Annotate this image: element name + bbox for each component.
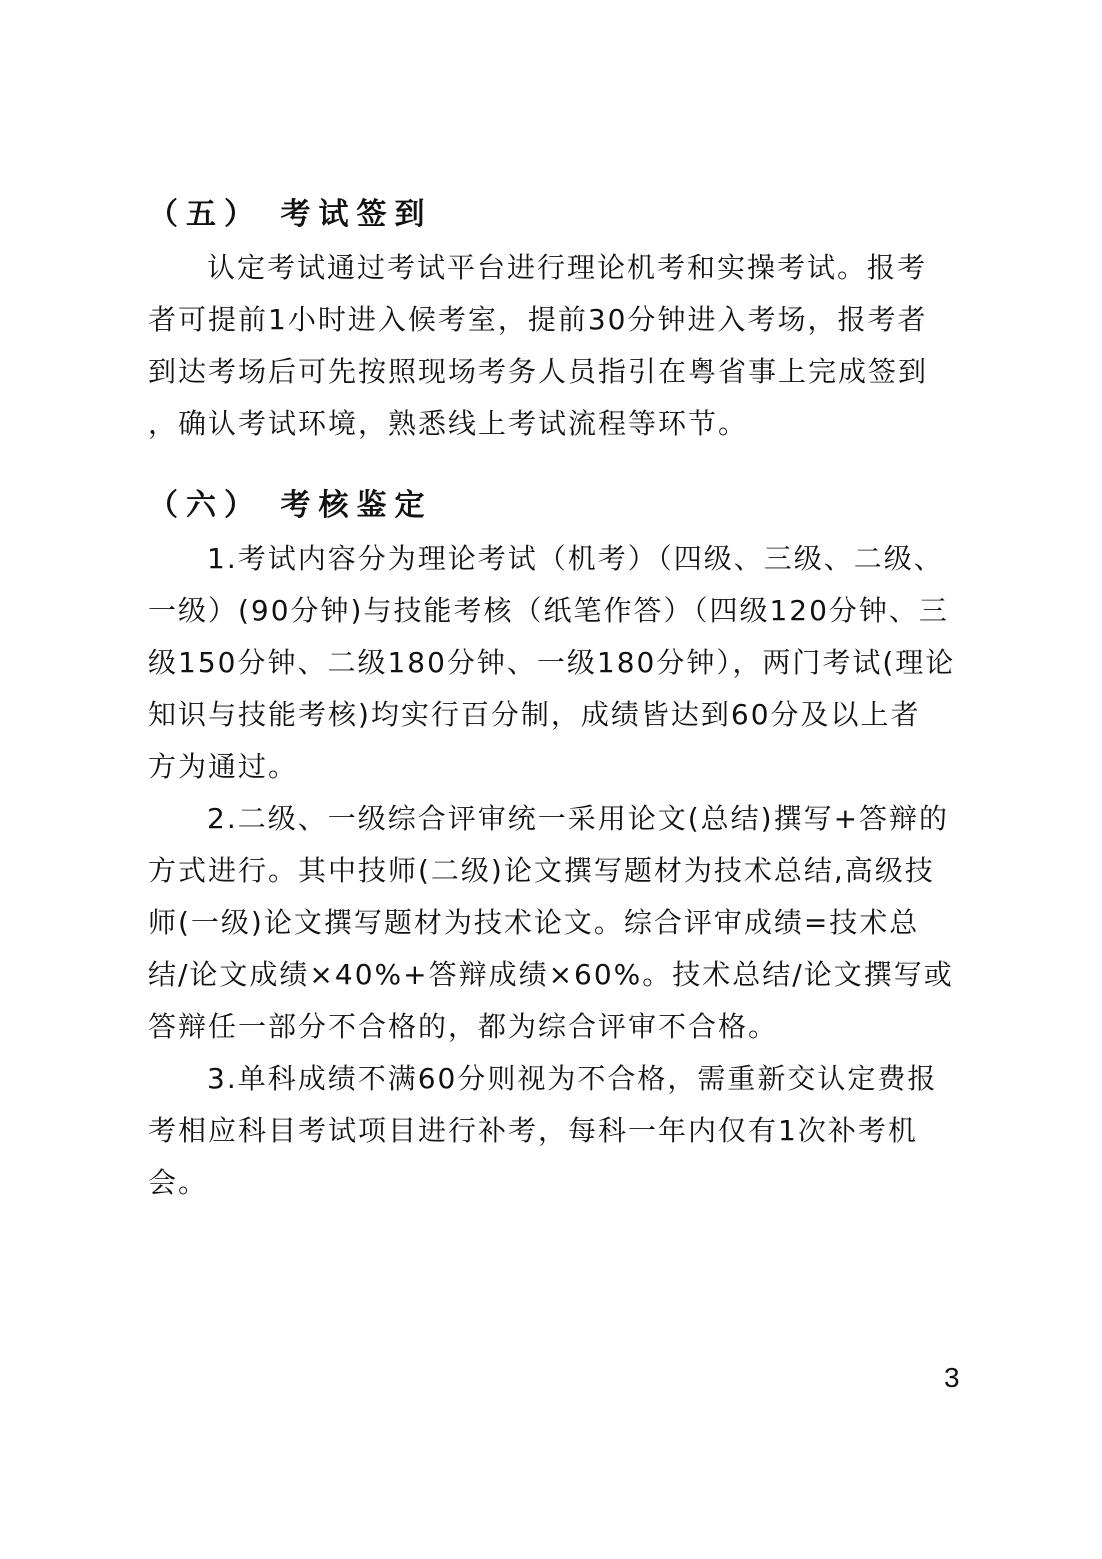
paragraph-line: 考相应科目考试项目进行补考，每科一年内仅有1次补考机: [148, 1114, 918, 1147]
paragraph-line: 级150分钟、二级180分钟、一级180分钟），两门考试(理论: [148, 646, 956, 679]
paragraph-line: 结/论文成绩×40%+答辩成绩×60%。技术总结/论文撰写或: [148, 958, 954, 991]
section-heading-assessment: （六） 考核鉴定: [148, 488, 433, 523]
paragraph-line: 2.二级、一级综合评审统一采用论文(总结)撰写+答辩的: [207, 802, 950, 835]
paragraph-line: 方式进行。其中技师(二级)论文撰写题材为技术总结,高级技: [148, 854, 935, 887]
paragraph-line: 3.单科成绩不满60分则视为不合格，需重新交认定费报: [207, 1062, 938, 1095]
paragraph-line: 答辩任一部分不合格的，都为综合评审不合格。: [148, 1010, 779, 1043]
paragraph-line: 认定考试通过考试平台进行理论机考和实操考试。报考: [207, 251, 928, 284]
paragraph-line: 一级）(90分钟)与技能考核（纸笔作答）（四级120分钟、三: [148, 594, 949, 627]
section-heading-check-in: （五） 考试签到: [148, 197, 433, 232]
paragraph-line: 会。: [148, 1166, 209, 1199]
paragraph-line: 师(一级)论文撰写题材为技术论文。综合评审成绩=技术总: [148, 906, 920, 939]
paragraph-line: ，确认考试环境，熟悉线上考试流程等环节。: [148, 407, 749, 440]
paragraph-line: 1.考试内容分为理论考试（机考）（四级、三级、二级、: [207, 542, 944, 575]
page-number: 3: [944, 1362, 960, 1393]
paragraph-line: 者可提前1小时进入候考室，提前30分钟进入考场，报考者: [148, 303, 928, 336]
paragraph-line: 方为通过。: [148, 750, 299, 783]
paragraph-line: 到达考场后可先按照现场考务人员指引在粤省事上完成签到: [148, 355, 929, 388]
paragraph-line: 知识与技能考核)均实行百分制，成绩皆达到60分及以上者: [148, 698, 921, 731]
